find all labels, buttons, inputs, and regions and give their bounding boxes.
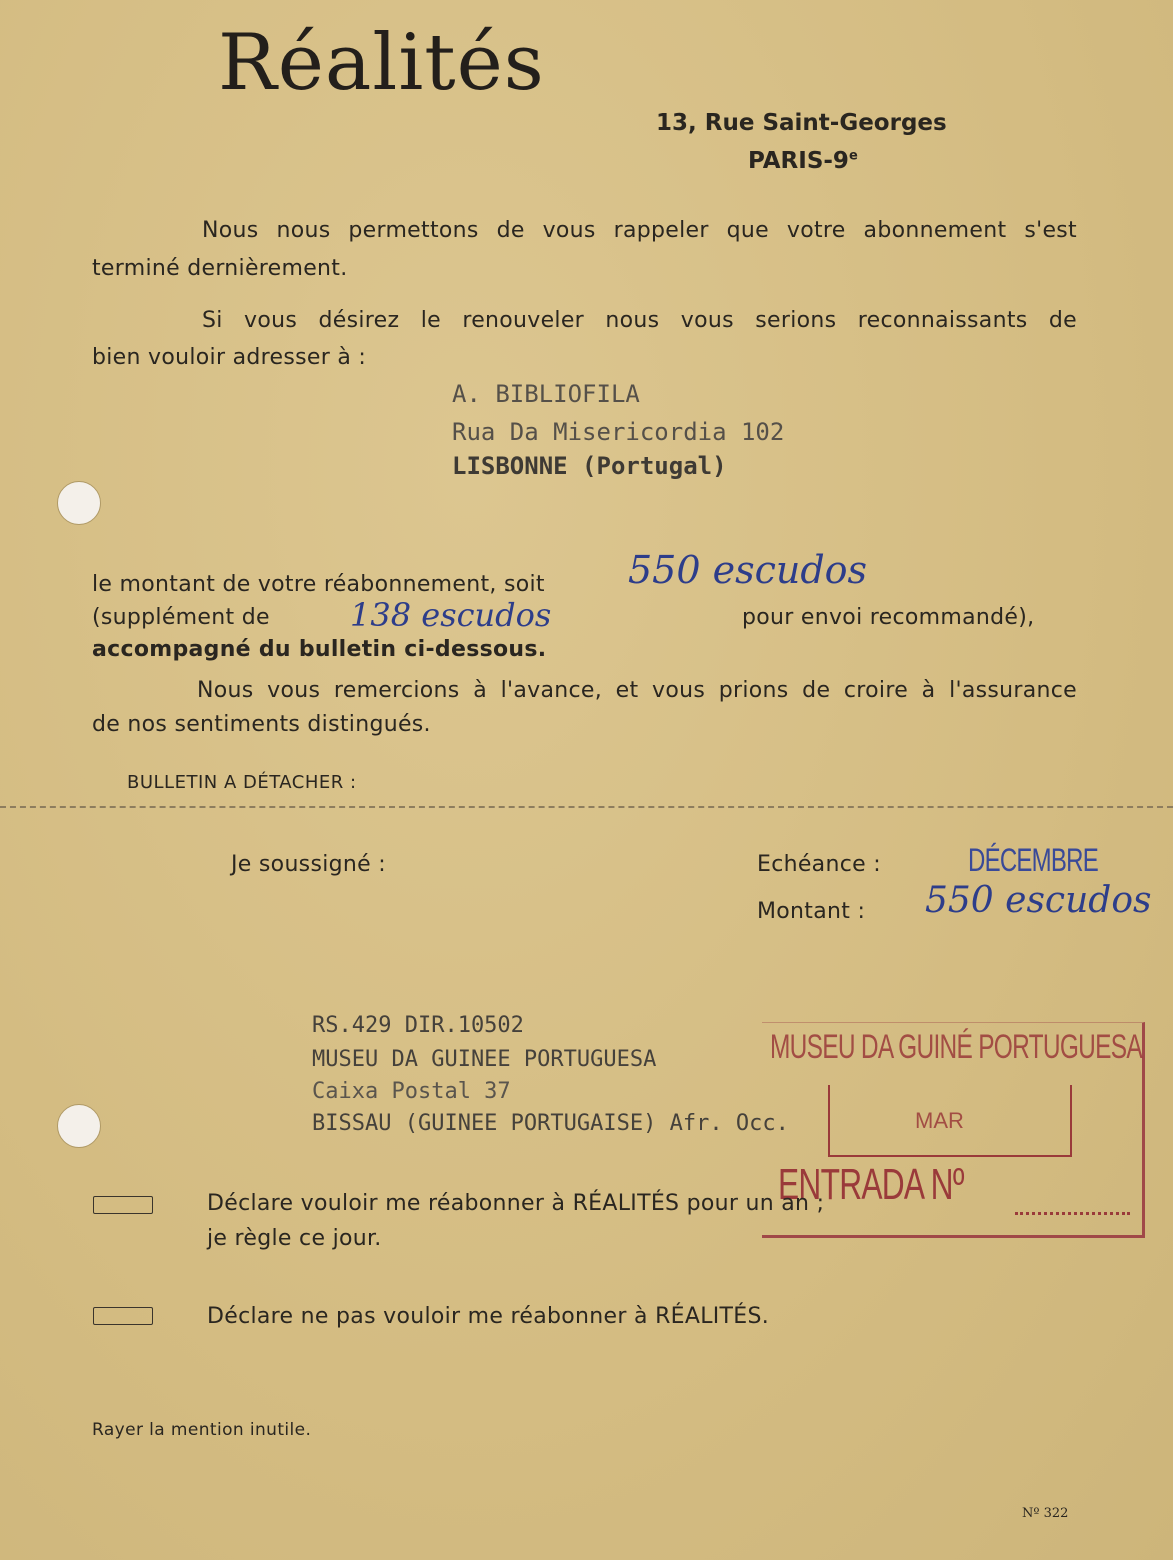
serial-number: Nº 322 <box>1022 1506 1069 1521</box>
decline-option-text: Déclare ne pas vouloir me réabonner à RÉALITÉS. <box>207 1304 770 1329</box>
renew-option-text: Déclare vouloir me réabonner à RÉALITÉS pour un an ; <box>207 1191 825 1216</box>
montant-label: Montant : <box>757 899 866 924</box>
agent-name: A. BIBLIOFILA <box>452 380 640 408</box>
subscriber-postbox: Caixa Postal 37 <box>312 1079 511 1104</box>
stamp-entrada: ENTRADA Nº <box>778 1160 964 1209</box>
agent-street: Rua Da Misericordia 102 <box>452 418 785 446</box>
punch-hole-bottom <box>57 1104 101 1148</box>
punch-hole-top <box>57 481 101 525</box>
footnote: Rayer la mention inutile. <box>92 1420 312 1440</box>
amount-text: le montant de votre réabonnement, soit <box>92 572 545 597</box>
subscriber-ref: RS.429 DIR.10502 <box>312 1013 524 1038</box>
masthead-title: Réalités <box>218 18 545 108</box>
amount-handwritten: 550 escudos <box>628 548 868 592</box>
agent-city: LISBONNE (Portugal) <box>452 452 727 480</box>
detach-label: BULLETIN A DÉTACHER : <box>127 772 357 793</box>
montant-value: 550 escudos <box>925 880 1152 921</box>
supplement-handwritten: 138 escudos <box>350 596 552 634</box>
supplement-prefix: (supplément de <box>92 605 270 630</box>
subscriber-name: MUSEU DA GUINEE PORTUGUESA <box>312 1047 657 1072</box>
soussigne-label: Je soussigné : <box>231 852 386 877</box>
stamp-dotted-line <box>1015 1212 1130 1215</box>
closing-paragraph-end: de nos sentiments distingués. <box>92 712 431 737</box>
supplement-suffix: pour envoi recommandé), <box>742 605 1035 630</box>
subscriber-city: BISSAU (GUINEE PORTUGAISE) Afr. Occ. <box>312 1111 789 1136</box>
echeance-value: DÉCEMBRE <box>968 842 1099 878</box>
stamp-date: MAR <box>915 1108 964 1133</box>
echeance-label: Echéance : <box>757 852 881 877</box>
letter-paragraph-1-end: terminé dernièrement. <box>92 256 348 281</box>
bulletin-instruction: accompagné du bulletin ci-dessous. <box>92 637 547 662</box>
detach-dashed-line <box>0 806 1173 808</box>
stamp-museum-name: MUSEU DA GUINÉ PORTUGUESA <box>770 1028 1142 1066</box>
decline-checkbox[interactable] <box>93 1307 153 1325</box>
address-city: PARIS-9e <box>748 148 858 174</box>
renew-option-text-end: je règle ce jour. <box>207 1226 382 1251</box>
closing-paragraph: Nous vous remercions à l'avance, et vous prions de croire à l'assurance <box>197 678 1077 703</box>
letter-paragraph-1: Nous nous permettons de vous rappeler que votre abonnement s'est <box>202 218 1077 243</box>
letter-paragraph-2: Si vous désirez le renouveler nous vous serions reconnaissants de <box>202 308 1077 333</box>
renew-checkbox[interactable] <box>93 1196 153 1214</box>
address-street: 13, Rue Saint-Georges <box>656 110 947 136</box>
letter-paragraph-2-end: bien vouloir adresser à : <box>92 345 367 370</box>
